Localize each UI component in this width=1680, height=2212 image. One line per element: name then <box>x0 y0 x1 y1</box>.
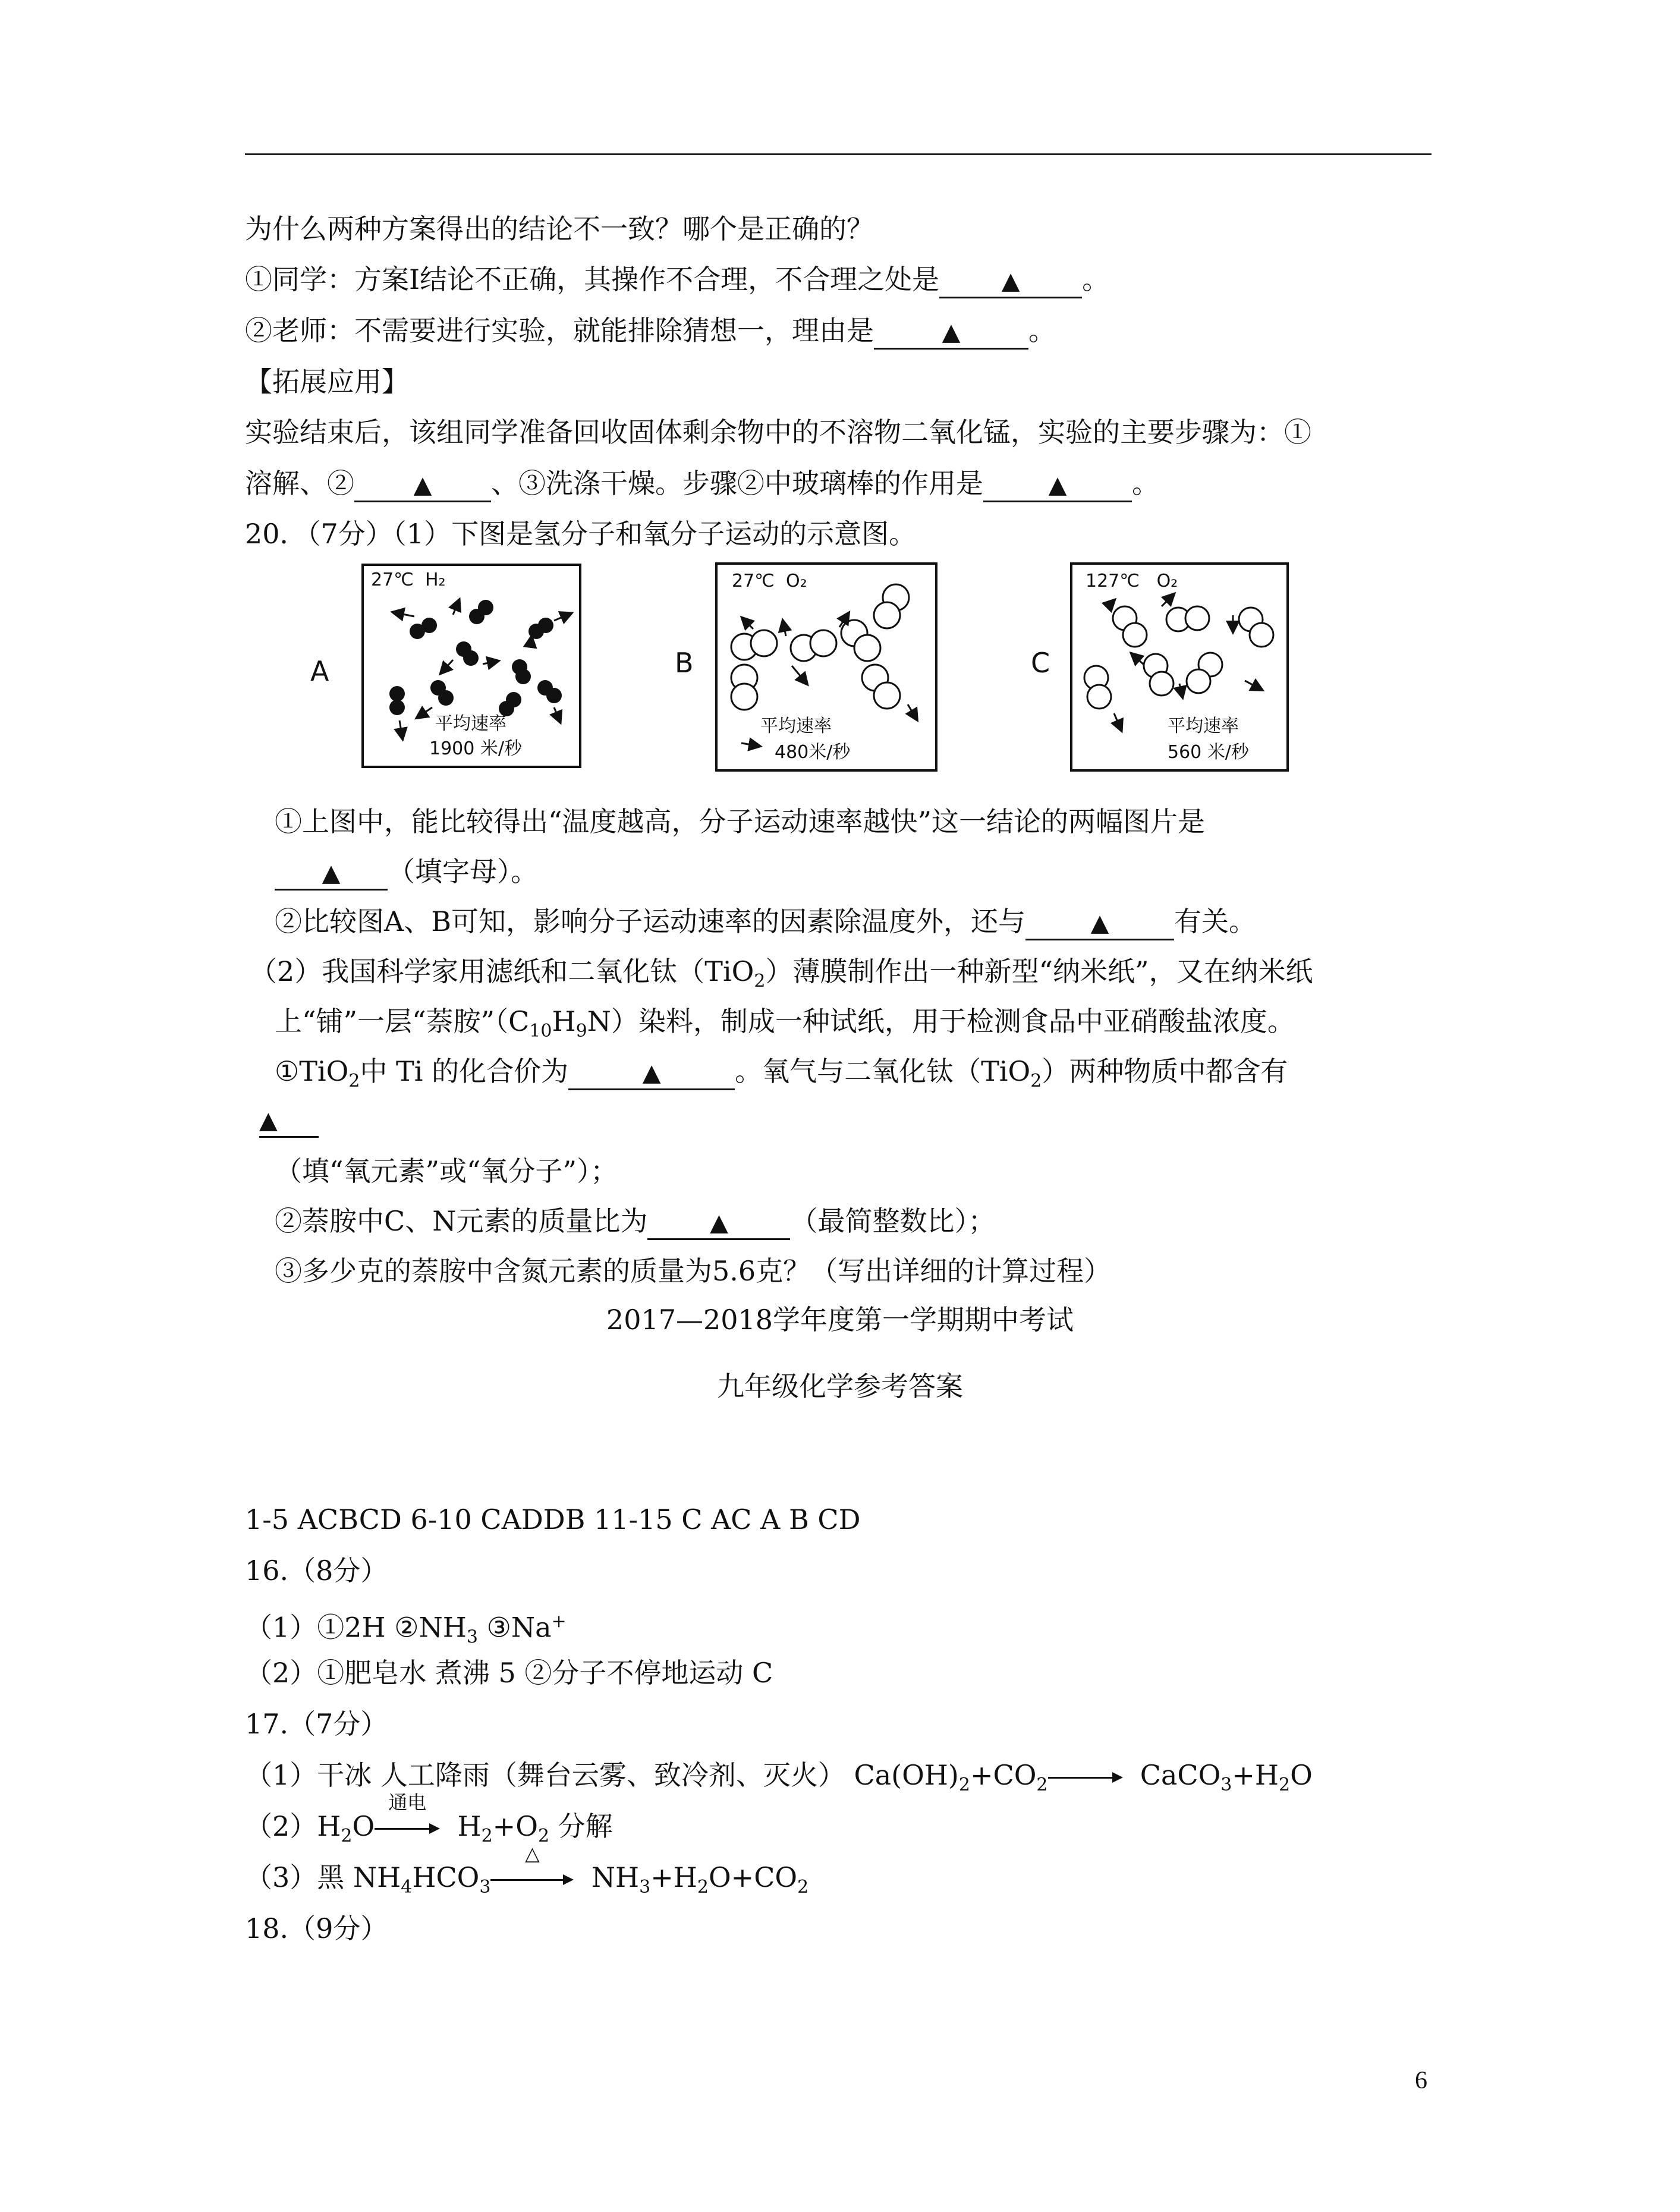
figure-c-gas: O₂ <box>1156 571 1178 591</box>
reaction-condition: 通电 <box>388 1791 427 1814</box>
header-rule <box>245 153 1432 155</box>
figure-a-letter: A <box>310 655 329 687</box>
figure-a <box>361 564 581 768</box>
q20-p8: ③多少克的萘胺中含氮元素的质量为5.6克？（写出详细的计算过程） <box>275 1255 1112 1287</box>
reaction-arrow <box>1048 1776 1123 1779</box>
q20-p1: ①上图中，能比较得出“温度越高，分子运动速率越快”这一结论的两幅图片是 <box>275 805 1206 838</box>
q19-line3: ②老师：不需要进行实验，就能排除猜想一，理由是 ▲ 。 <box>245 313 1056 350</box>
figure-b-gas: O₂ <box>785 571 807 591</box>
mc-answers: 1-5 ACBCD 6-10 CADDB 11-15 C AC A B CD <box>245 1503 861 1536</box>
q20-p6: （填“氧元素”或“氧分子”）； <box>275 1155 618 1187</box>
answer-blank[interactable]: ▲ <box>1025 906 1174 940</box>
section-heading: 【拓展应用】 <box>245 366 409 398</box>
reaction-arrow <box>490 1878 574 1881</box>
answer-title-2: 九年级化学参考答案 <box>717 1370 963 1402</box>
answer-blank[interactable]: ▲ <box>983 468 1132 502</box>
q20-header: 20．（7分）（1）下图是氢分子和氧分子运动的示意图。 <box>245 518 917 550</box>
q17-header: 17.（7分） <box>245 1708 388 1740</box>
reaction-arrow <box>375 1827 440 1830</box>
figure-a-rate: 1900 米/秒 <box>429 738 522 759</box>
reaction-condition: △ <box>525 1842 540 1865</box>
q16-answer-2: （2）①肥皂水 煮沸 5 ②分子不停地运动 C <box>245 1657 773 1689</box>
q19-line4: 实验结束后，该组同学准备回收固体剩余物中的不溶物二氧化锰，实验的主要步骤为：① <box>245 416 1311 448</box>
q19-line5: 溶解、② ▲ 、③洗涤干燥。步骤②中玻璃棒的作用是 ▲ 。 <box>245 465 1159 502</box>
q17-answer-3: （3）黑 $NH_4HCO_3$ △ $NH_3+H_2O+CO_2$ <box>245 1859 808 1905</box>
q18-header: 18.（9分） <box>245 1912 388 1944</box>
answer-blank[interactable]: ▲ <box>568 1056 735 1090</box>
q20-p1b: ▲ （填字母）。 <box>275 854 538 891</box>
q19-line1: 为什么两种方案得出的结论不一致？哪个是正确的？ <box>245 213 874 245</box>
q17-answer-2: $(2)H_2O$ 通电 $H_2+O_2$ 分解 <box>245 1808 613 1854</box>
q20-p2: ②比较图A、B可知，影响分子运动速率的因素除温度外，还与 ▲ 有关。 <box>275 904 1256 940</box>
q16-answer-1: （1）①2H $②NH_3$ ③Na+ <box>245 1611 567 1648</box>
figure-b-letter: B <box>675 647 694 679</box>
figure-b-rate: 480米/秒 <box>775 742 851 763</box>
figure-b-rate-label: 平均速率 <box>760 716 832 737</box>
answer-blank[interactable]: ▲ <box>874 315 1028 350</box>
figure-c-temperature: 127℃ <box>1086 571 1140 591</box>
answer-blank[interactable]: ▲ <box>647 1206 790 1240</box>
figure-c-rate: 560 米/秒 <box>1168 742 1249 763</box>
figure-b-temperature: 27℃ <box>732 571 775 591</box>
q17-answer-1: （1）干冰 人工降雨（舞台云雾、致冷剂、灭火） $Ca(OH)_2+CO_2$ $CaCO_3+H_2O$ <box>245 1759 1313 1796</box>
answer-blank[interactable]: ▲ <box>275 856 388 891</box>
figure-b <box>715 562 937 772</box>
answer-blank[interactable]: ▲ <box>354 468 491 502</box>
figure-c-rate-label: 平均速率 <box>1168 716 1239 737</box>
q20-p5: ①TiO$_2$中 Ti 的化合价为 ▲ 。氧气与二氧化钛（TiO$_2$）两种物质中都含有 <box>275 1055 1288 1092</box>
answer-blank[interactable]: ▲ <box>939 264 1082 298</box>
q20-p4: 上“铺”一层“萘胺$”(C_{10}H_9N)$染料，制成一种试纸，用于检测食品中亚硝酸盐浓度。 <box>275 1005 1295 1042</box>
answer-title-1: 2017—2018学年度第一学期期中考试 <box>606 1304 1074 1336</box>
figure-a-gas: H₂ <box>424 569 446 590</box>
q20-p3: （2）我国科学家用滤纸和二氧化钛（TiO$_2$）薄膜制作出一种新型“纳米纸”，又在纳米纸 <box>250 955 1313 992</box>
figure-a-temperature: 27℃ <box>371 569 414 590</box>
figure-c <box>1070 562 1289 772</box>
q16-header: 16.（8分） <box>245 1555 388 1587</box>
page-number: 6 <box>1415 2067 1427 2094</box>
figure-a-rate-label: 平均速率 <box>435 713 506 734</box>
figure-c-letter: C <box>1031 647 1050 679</box>
q19-line2: ①同学：方案Ⅰ结论不正确，其操作不合理，不合理之处是 ▲ 。 <box>245 262 1109 298</box>
answer-blank[interactable]: ▲ <box>259 1103 319 1138</box>
q20-p7: ②萘胺中C、N元素的质量比为 ▲ （最简整数比）； <box>275 1203 995 1240</box>
